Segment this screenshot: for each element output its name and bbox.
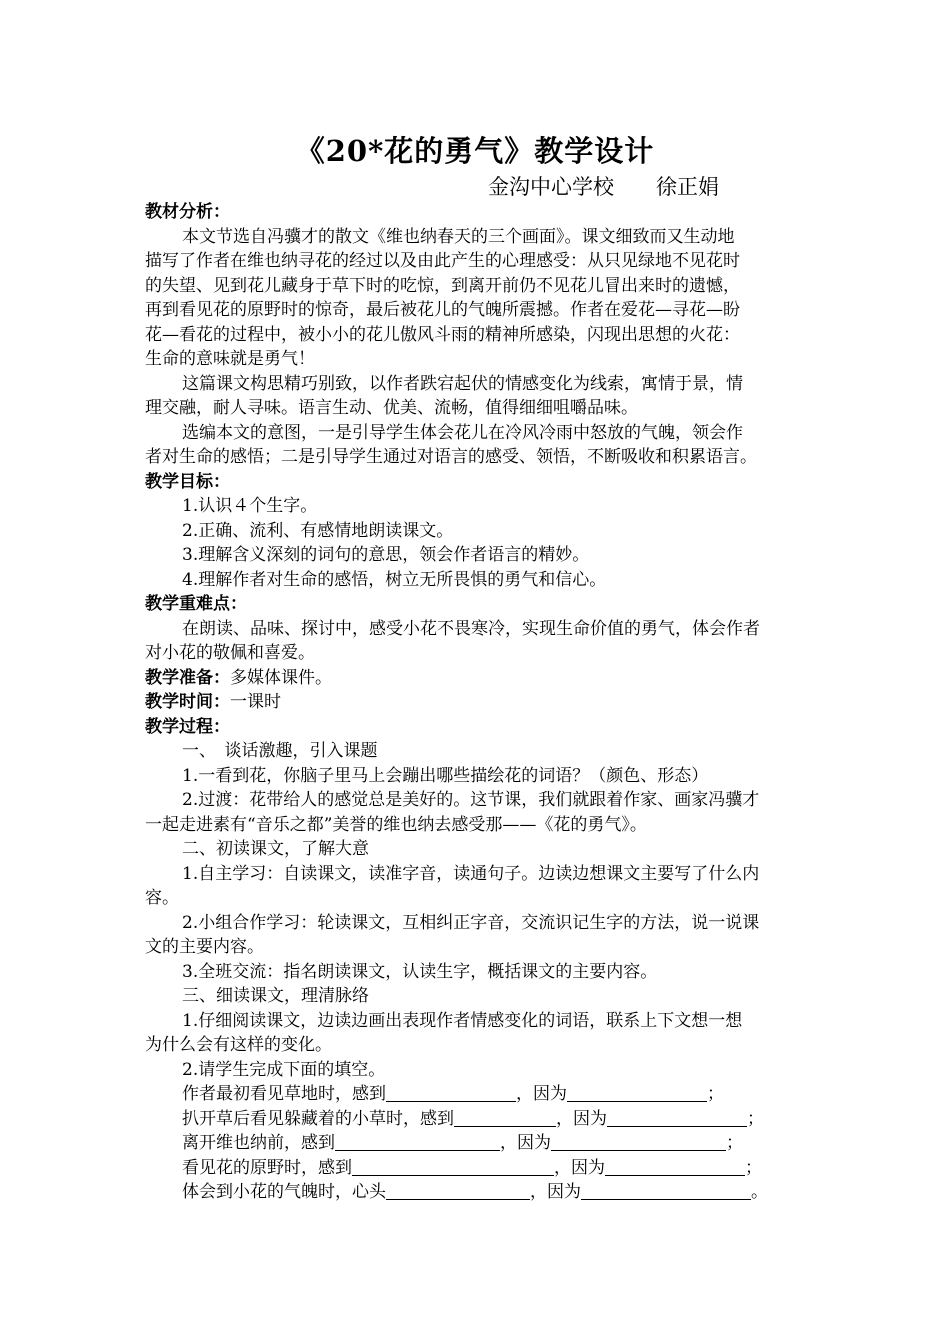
- fill-blank-line: [145, 1131, 810, 1156]
- list-item: 3.全班交流：指名朗读课文，认读生字，概括课文的主要内容。: [182, 961, 658, 982]
- paragraph-line: 花—看花的过程中，被小小的花儿傲风斗雨的精神所感染，闪现出思想的火花：: [145, 324, 740, 345]
- fill-blank-line: [145, 1107, 810, 1132]
- fill-blank-mid: ，因为: [554, 1157, 605, 1178]
- section-heading-process: 教学过程：: [145, 716, 230, 737]
- blank-field[interactable]: [551, 1133, 726, 1151]
- blank-field[interactable]: [386, 1084, 516, 1102]
- paragraph-line: 的失望、见到花儿藏身于草下时的吃惊，到离开前仍不见花儿冒出来时的遗憾，: [145, 275, 740, 296]
- section-heading-time: 教学时间：: [145, 692, 230, 712]
- fill-blank-line: [145, 1180, 810, 1205]
- fill-blank-end: 。: [751, 1182, 768, 1202]
- list-item: 1.自主学习：自读课文，读准字音，读通句子。边读边想课文主要写了什么内: [182, 863, 760, 884]
- fill-blank-mid: ，因为: [500, 1133, 551, 1153]
- blank-field[interactable]: [581, 1182, 751, 1200]
- paragraph-line: 在朗读、品味、探讨中，感受小花不畏寒冷，实现生命价值的勇气，体会作者: [182, 618, 760, 639]
- list-item: 2.小组合作学习：轮读课文，互相纠正字音，交流识记生字的方法，说一说课: [182, 912, 760, 933]
- list-item: 2.过渡：花带给人的感觉总是美好的。这节课，我们就跟着作家、画家冯骥才: [182, 790, 760, 810]
- fill-blank-end: ；: [747, 1108, 764, 1129]
- blank-field[interactable]: [567, 1084, 707, 1102]
- blank-field[interactable]: [335, 1133, 500, 1151]
- fill-blank-mid: ，因为: [516, 1084, 567, 1104]
- fill-blank-prefix: 离开维也纳前，感到: [182, 1133, 335, 1153]
- paragraph-line: 选编本文的意图，一是引导学生体会花儿在冷风冷雨中怒放的气魄，领会作: [182, 422, 743, 443]
- document-body: [145, 200, 810, 1205]
- list-item: 1.仔细阅读课文，边读边画出表现作者情感变化的词语，联系上下文想一想: [182, 1010, 743, 1031]
- list-item: 1.一看到花，你脑子里马上会蹦出哪些描绘花的词语？（颜色、形态）: [182, 765, 709, 786]
- blank-field[interactable]: [454, 1109, 556, 1127]
- fill-blank-end: ；: [726, 1133, 743, 1153]
- list-item: 2.请学生完成下面的填空。: [182, 1059, 386, 1080]
- fill-blank-end: ；: [707, 1084, 724, 1104]
- fill-blank-mid: ，因为: [556, 1108, 607, 1129]
- step-heading: 三、细读课文，理清脉络: [182, 986, 369, 1006]
- preparation-text: 多媒体课件。: [230, 667, 332, 688]
- preparation-line: [145, 666, 810, 691]
- list-item: 1.认识４个生字。: [182, 496, 318, 516]
- step-heading: 一、 谈话激趣，引入课题: [182, 741, 378, 761]
- paragraph-line: 对小花的敬佩和喜爱。: [145, 643, 315, 663]
- paragraph-line: 理交融，耐人寻味。语言生动、优美、流畅，值得细细咀嚼品味。: [145, 398, 638, 418]
- fill-blank-end: ；: [745, 1157, 762, 1178]
- section-heading-analysis: 教材分析：: [145, 202, 230, 222]
- section-heading-preparation: 教学准备：: [145, 667, 230, 688]
- list-item: 4.理解作者对生命的感悟，树立无所畏惧的勇气和信心。: [182, 569, 607, 590]
- paragraph-line: 者对生命的感悟；二是引导学生通过对语言的感受、领悟，不断吸收和积累语言。: [145, 447, 757, 467]
- paragraph-line: 再到看见花的原野时的惊奇，最后被花儿的气魄所震撼。作者在爱花—寻花—盼: [145, 300, 740, 320]
- paragraph-line: 容。: [145, 888, 179, 908]
- blank-field[interactable]: [352, 1158, 554, 1176]
- paragraph-line: 这篇课文构思精巧别致，以作者跌宕起伏的情感变化为线索，寓情于景，情: [182, 373, 743, 394]
- blank-field[interactable]: [605, 1158, 745, 1176]
- section-heading-goals: 教学目标：: [145, 471, 230, 492]
- paragraph-line: 为什么会有这样的变化。: [145, 1035, 332, 1055]
- step-heading: 二、初读课文，了解大意: [182, 839, 369, 859]
- fill-blank-prefix: 作者最初看见草地时，感到: [182, 1084, 386, 1104]
- time-text: 一课时: [230, 692, 281, 712]
- page-title: 《20*花的勇气》教学设计: [295, 134, 655, 168]
- fill-blank-prefix: 体会到小花的气魄时，心头: [182, 1182, 386, 1202]
- paragraph-line: 描写了作者在维也纳寻花的经过以及由此产生的心理感受：从只见绿地不见花时: [145, 251, 740, 271]
- fill-blank-line: [145, 1082, 810, 1107]
- list-item: 2.正确、流利、有感情地朗读课文。: [182, 520, 454, 541]
- blank-field[interactable]: [607, 1109, 747, 1127]
- fill-blank-prefix: 扒开草后看见躲藏着的小草时，感到: [182, 1108, 454, 1129]
- section-heading-key-points: 教学重难点：: [145, 594, 247, 614]
- author-line: 金沟中心学校 徐正娟: [488, 175, 719, 199]
- time-line: [145, 690, 810, 715]
- paragraph-line: 一起走进素有“音乐之都”美誉的维也纳去感受那——《花的勇气》。: [145, 814, 647, 835]
- paragraph-line: 文的主要内容。: [145, 937, 264, 957]
- paragraph-line: 生命的意味就是勇气！: [145, 349, 315, 369]
- fill-blank-line: [145, 1156, 810, 1181]
- fill-blank-mid: ，因为: [530, 1182, 581, 1202]
- fill-blank-prefix: 看见花的原野时，感到: [182, 1157, 352, 1178]
- blank-field[interactable]: [386, 1182, 530, 1200]
- paragraph-line: 本文节选自冯骥才的散文《维也纳春天的三个画面》。课文细致而又生动地: [182, 226, 735, 247]
- list-item: 3.理解含义深刻的词句的意思，领会作者语言的精妙。: [182, 545, 590, 565]
